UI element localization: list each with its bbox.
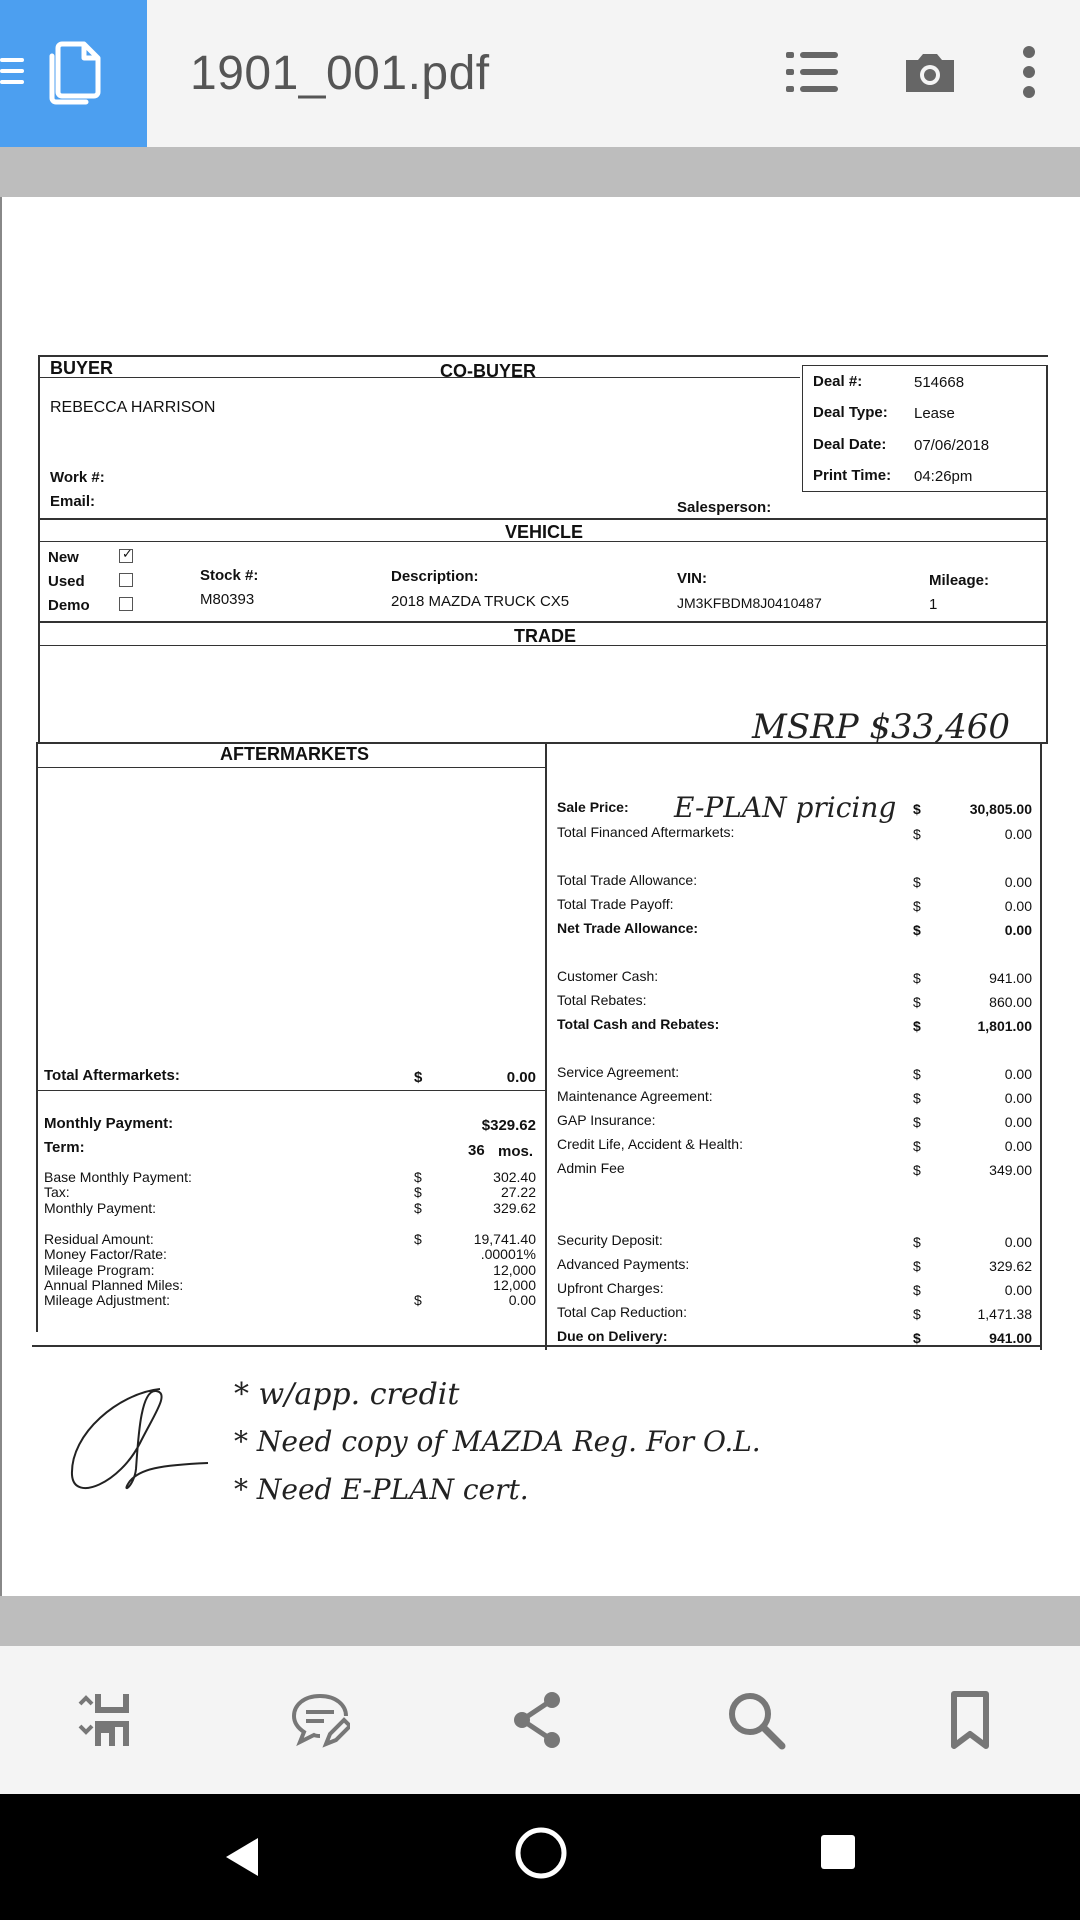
print-time: 04:26pm [914,468,973,485]
bookmark-icon[interactable] [940,1690,1000,1750]
row-value: 329.62 [493,1200,536,1216]
buyer-label: BUYER [50,358,114,378]
row-label: Annual Planned Miles: [44,1277,184,1293]
summary-label: Total Cash and Rebates: [557,1016,720,1032]
term-unit: mos. [498,1143,534,1160]
summary-currency: $ [913,826,921,842]
vehicle-label: VEHICLE [505,522,584,542]
page-gap-bottom [0,1596,1080,1646]
email-label: Email: [50,493,96,510]
document-icon [46,40,102,106]
summary-value: 0.00 [1004,874,1032,890]
summary-label: GAP Insurance: [557,1112,656,1128]
term-label: Term: [44,1139,85,1156]
description-label: Description: [391,568,479,585]
share-icon[interactable] [508,1690,568,1750]
checkmark-icon: ✓ [122,546,133,561]
summary-label: Customer Cash: [557,968,659,984]
used-checkbox [119,573,133,587]
document-button[interactable] [0,0,147,147]
summary-label: Net Trade Allowance: [557,920,699,936]
summary-label: Total Trade Payoff: [557,896,674,912]
demo-label: Demo [48,597,90,614]
row-label: Mileage Program: [44,1262,155,1278]
vin-label: VIN: [677,570,707,587]
summary-currency: $ [913,1090,921,1106]
summary-value: 30,805.00 [969,801,1032,817]
handwritten-note-3: * Need E-PLAN cert. [234,1473,529,1506]
summary-currency: $ [913,1258,921,1274]
summary-currency: $ [913,970,921,986]
row-value: 0.00 [508,1292,536,1308]
top-app-bar [0,0,1080,147]
deal-date: 07/06/2018 [914,437,990,454]
summary-value: 0.00 [1004,1114,1032,1130]
row-value: 12,000 [493,1262,536,1278]
summary-value: 0.00 [1004,1090,1032,1106]
summary-currency: $ [913,1306,921,1322]
summary-value: 0.00 [1004,922,1032,938]
mileage: 1 [929,596,938,613]
handwritten-note-1: * w/app. credit [234,1377,460,1412]
mileage-label: Mileage: [929,572,990,589]
summary-value: 941.00 [989,1330,1032,1346]
stock-number: M80393 [200,591,255,608]
summary-label: Sale Price: [557,799,629,815]
summary-value: 0.00 [1004,1138,1032,1154]
summary-currency: $ [913,898,921,914]
row-label: Tax: [44,1184,70,1200]
monthly-payment-label: Monthly Payment: [44,1115,174,1132]
cobuyer-label: CO-BUYER [440,361,537,381]
camera-icon[interactable] [902,44,958,100]
reflow-icon[interactable] [76,1690,136,1750]
row-label: Money Factor/Rate: [44,1246,167,1262]
total-aftermarkets-value: 0.00 [506,1069,536,1086]
summary-currency: $ [913,1330,921,1346]
row-value: 19,741.40 [473,1231,536,1247]
print-time-label: Print Time: [813,467,892,484]
back-icon[interactable] [222,1836,262,1878]
summary-currency: $ [913,1282,921,1298]
summary-value: 0.00 [1004,1282,1032,1298]
summary-value: 0.00 [1004,1234,1032,1250]
summary-currency: $ [913,1066,921,1082]
row-value: 302.40 [493,1169,536,1185]
new-checkbox [119,546,133,563]
deal-type: Lease [914,405,955,422]
summary-currency: $ [913,1234,921,1250]
trade-label: TRADE [514,626,576,646]
summary-value: 0.00 [1004,826,1032,842]
menu-icon[interactable] [0,58,24,84]
total-aftermarkets-label: Total Aftermarkets: [44,1067,180,1084]
summary-value: 0.00 [1004,898,1032,914]
summary-currency: $ [913,922,921,938]
salesperson-label: Salesperson: [677,499,772,516]
summary-label: Credit Life, Accident & Health: [557,1136,743,1152]
description: 2018 MAZDA TRUCK CX5 [391,593,570,610]
summary-currency: $ [913,994,921,1010]
summary-currency: $ [913,1138,921,1154]
deal-form [2,197,1080,1596]
summary-value: 941.00 [989,970,1032,986]
search-icon[interactable] [726,1690,786,1750]
row-currency: $ [414,1231,422,1247]
recents-icon[interactable] [820,1834,856,1870]
comment-icon[interactable] [290,1690,350,1750]
row-label: Monthly Payment: [44,1200,157,1216]
deal-type-label: Deal Type: [813,404,888,421]
handwritten-note-2: * Need copy of MAZDA Reg. For O.L. [234,1425,761,1458]
row-value: 27.22 [500,1184,536,1200]
deal-number: 514668 [914,374,965,391]
buyer-name: REBECCA HARRISON [50,399,216,416]
more-vert-icon[interactable] [1016,44,1042,100]
row-currency: $ [414,1292,422,1308]
demo-checkbox [119,597,133,611]
row-value: 12,000 [493,1277,536,1293]
stock-label: Stock #: [200,567,259,584]
summary-label: Total Trade Allowance: [557,872,698,888]
used-label: Used [48,573,85,590]
summary-value: 349.00 [989,1162,1032,1178]
summary-label: Admin Fee [557,1160,625,1176]
summary-label: Maintenance Agreement: [557,1088,713,1104]
row-currency: $ [414,1200,422,1216]
row-label: Mileage Adjustment: [44,1292,171,1308]
home-icon[interactable] [514,1826,568,1880]
monthly-payment-value: $329.62 [481,1117,536,1134]
summary-label: Total Financed Aftermarkets: [557,824,735,840]
summary-value: 860.00 [989,994,1032,1010]
work-label: Work #: [50,469,105,486]
summary-currency: $ [913,801,921,817]
summary-label: Security Deposit: [557,1232,663,1248]
page-gap-top [0,147,1080,197]
summary-currency: $ [913,874,921,890]
vin: JM3KFBDM8J0410487 [677,595,822,611]
document-title: 1901_001.pdf [190,47,490,100]
row-label: Residual Amount: [44,1231,154,1247]
list-icon[interactable] [784,44,840,100]
summary-label: Total Rebates: [557,992,647,1008]
summary-currency: $ [913,1018,921,1034]
deal-date-label: Deal Date: [813,436,887,453]
summary-label: Service Agreement: [557,1064,680,1080]
summary-label: Advanced Payments: [557,1256,690,1272]
aftermarkets-label: AFTERMARKETS [220,744,369,764]
summary-label: Total Cap Reduction: [557,1304,687,1320]
total-aftermarkets-currency: $ [414,1069,423,1086]
summary-value: 1,801.00 [977,1018,1032,1034]
handwritten-eplan-pricing: E-PLAN pricing [674,791,897,824]
system-navigation-bar [0,1794,1080,1920]
signature [60,1383,210,1503]
summary-value: 329.62 [989,1258,1032,1274]
summary-label: Upfront Charges: [557,1280,664,1296]
row-label: Base Monthly Payment: [44,1169,192,1185]
row-value: .00001% [480,1246,536,1262]
new-label: New [48,549,79,566]
deal-number-label: Deal #: [813,373,863,390]
summary-label: Due on Delivery: [557,1328,668,1344]
summary-currency: $ [913,1162,921,1178]
handwritten-msrp: MSRP $33,460 [752,707,1010,747]
bottom-toolbar [0,1646,1080,1794]
term-value: 36 [468,1142,485,1159]
summary-value: 0.00 [1004,1066,1032,1082]
pdf-page[interactable] [0,197,1080,1596]
summary-currency: $ [913,1114,921,1130]
row-currency: $ [414,1169,422,1185]
row-currency: $ [414,1184,422,1200]
summary-value: 1,471.38 [977,1306,1032,1322]
